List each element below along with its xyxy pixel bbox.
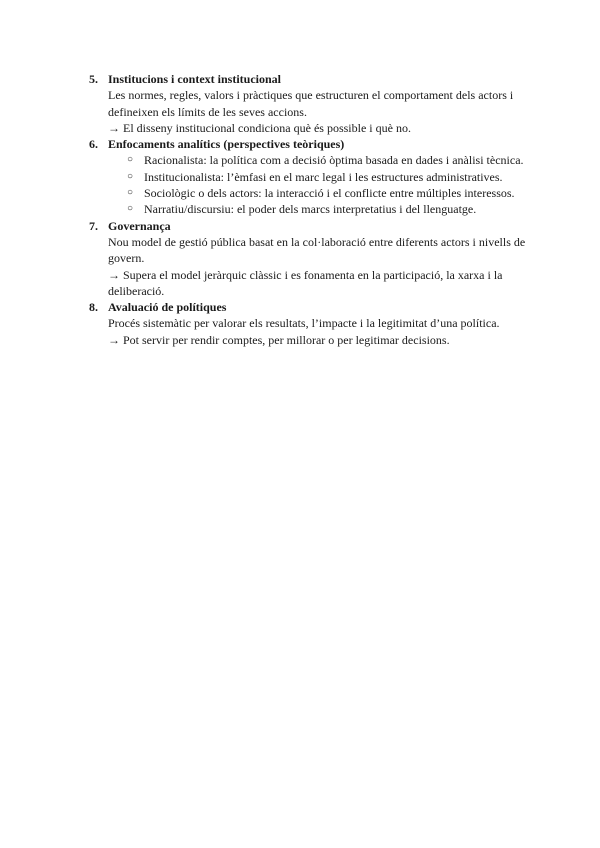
item-title: Institucions i context institucional <box>108 72 282 86</box>
list-item-avaluacio <box>89 299 529 348</box>
circle-bullet-icon: ○ <box>127 170 134 182</box>
bullet-item <box>127 152 529 168</box>
bullet-text: Narratiu/discursiu: el poder dels marcs interpretatius i del llenguatge. <box>144 202 477 217</box>
circle-bullet-icon: ○ <box>127 203 134 215</box>
document-content <box>89 71 529 348</box>
item-number: 7. <box>89 218 98 233</box>
item-text: Nou model de gestió pública basat en la col·laboració entre diferents actors i nivells de govern. <box>108 234 526 266</box>
list-item-institucions <box>89 71 529 136</box>
item-text: → El disseny institucional condiciona què és possible i què no. <box>108 120 411 135</box>
item-text: Procés sistemàtic per valorar els resultats, l’impacte i la legitimitat d’una política. <box>108 316 500 331</box>
item-number: 6. <box>89 137 98 152</box>
item-text: → Pot servir per rendir comptes, per millorar o per legitimar decisions. <box>108 332 450 347</box>
item-number: 8. <box>89 300 98 315</box>
circle-bullet-icon: ○ <box>127 187 134 199</box>
item-text: Les normes, regles, valors i pràctiques que estructuren el comportament dels actors i defineixen els límits de les seves accions. <box>108 88 514 119</box>
item-title: Governança <box>108 218 171 233</box>
bullet-text: Racionalista: la política com a decisió òptima basada en dades i anàlisi tècnica. <box>144 153 524 168</box>
bullet-item <box>127 201 529 217</box>
bullet-list <box>108 152 529 217</box>
list-item-governanca <box>89 218 529 299</box>
item-text: → Supera el model jeràrquic clàssic i es fonamenta en la participació, la xarxa i la deliberació. <box>108 267 503 298</box>
circle-bullet-icon: ○ <box>127 154 134 166</box>
bullet-item <box>127 169 529 185</box>
list-item-enfocaments <box>89 136 529 217</box>
bullet-text: Institucionalista: l’èmfasi en el marc legal i les estructures administratives. <box>144 169 503 184</box>
bullet-item <box>127 185 529 201</box>
item-title: Avaluació de polítiques <box>108 300 227 315</box>
bullet-text: Sociològic o dels actors: la interacció i el conflicte entre múltiples interessos. <box>144 186 515 201</box>
item-title: Enfocaments analítics (perspectives teòriques) <box>108 137 345 152</box>
item-number: 5. <box>89 72 98 86</box>
